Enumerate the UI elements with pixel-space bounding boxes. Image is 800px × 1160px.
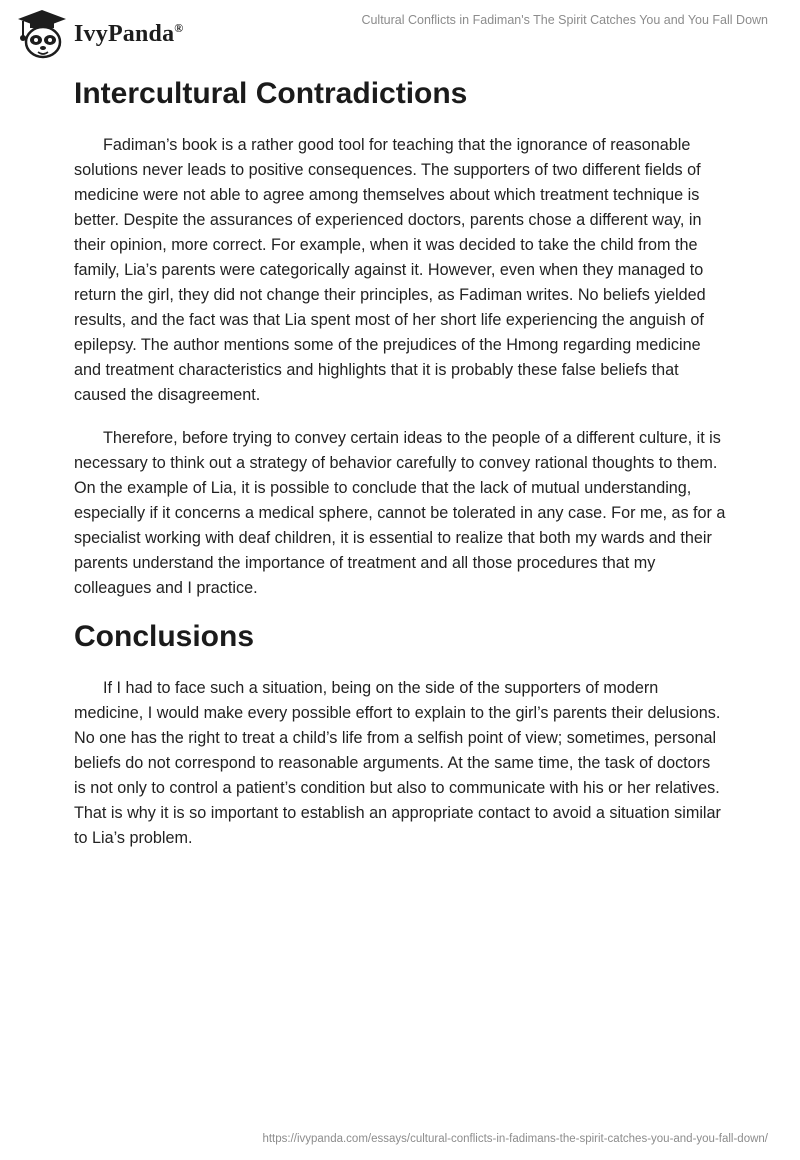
paragraph: Therefore, before trying to convey certain ideas to the people of a different culture, it is necessary to think out a strategy of behavior carefully to convey rational thoughts to them. On the example of Lia, it is possible to conclude that the lack of mutual understanding, especially if it concerns a medical sphere, cannot be tolerated in any case. For me, as for a specialist working with deaf children, it is essential to realize that both my wards and their parents understand the importance of treatment and all those procedures that my colleagues and I practice. [74, 429, 726, 597]
ivypanda-logo[interactable] [14, 6, 183, 62]
footer-source-url[interactable]: https://ivypanda.com/essays/cultural-conflicts-in-fadimans-the-spirit-catches-you-and-you-fall-down/ [262, 1133, 768, 1145]
brand-name [74, 21, 183, 48]
essay-content [74, 68, 726, 851]
page-header [0, 0, 800, 70]
brand-text: IvyPanda [74, 20, 175, 47]
panda-logo-icon [14, 6, 70, 62]
paragraph: If I had to face such a situation, being on the side of the supporters of modern medicine, I would make every possible effort to explain to the girl’s parents their delusions. No one has the right to treat a child’s life from a selfish point of view; sometimes, personal beliefs do not correspond to reasonable arguments. At the same time, the task of doctors is not only to control a patient’s condition but also to communicate with his or her relatives. That is why it is so important to establish an appropriate contact to avoid a situation similar to Lia’s problem. [74, 679, 721, 847]
section-heading-intercultural: Intercultural Contradictions [74, 77, 468, 110]
document-title: Cultural Conflicts in Fadiman's The Spirit Catches You and You Fall Down [361, 13, 768, 27]
registered-mark: ® [174, 20, 184, 35]
paragraph: Fadiman’s book is a rather good tool for teaching that the ignorance of reasonable solutions never leads to positive consequences. The supporters of two different fields of medicine were not able to agree among themselves about which treatment technique is better. Despite the assurances of experienced doctors, parents chose a different way, in their opinion, more correct. For example, when it was decided to take the child from the family, Lia’s parents were categorically against it. However, even when they managed to return the girl, they did not change their principles, as Fadiman writes. No beliefs yielded results, and the fact was that Lia spent most of her short life experiencing the anguish of epilepsy. The author mentions some of the prejudices of the Hmong regarding medicine and treatment characteristics and highlights that it is probably these false beliefs that caused the disagreement. [74, 136, 706, 404]
section-heading-conclusions: Conclusions [74, 620, 255, 653]
